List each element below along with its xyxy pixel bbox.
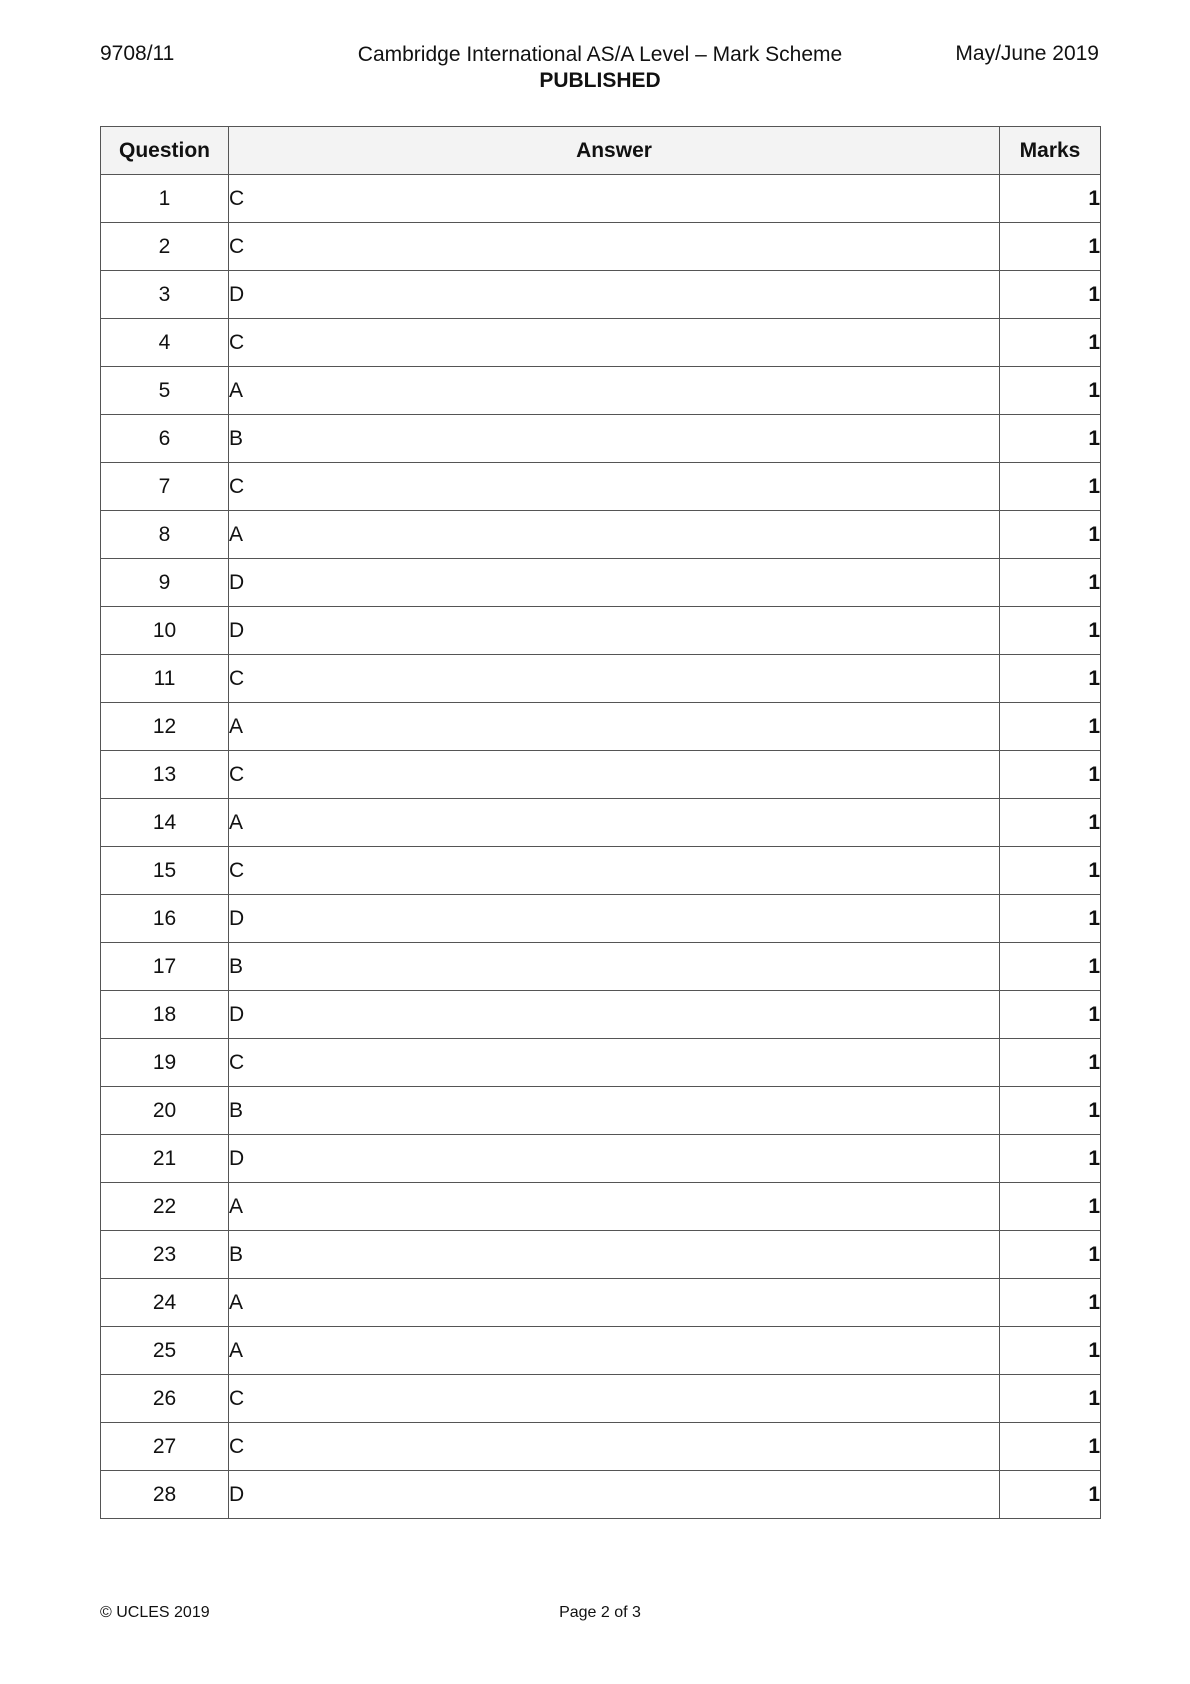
answer-cell: B xyxy=(229,415,1000,463)
question-cell: 12 xyxy=(101,703,229,751)
mark-scheme-table xyxy=(100,126,1101,1519)
marks-cell: 1 xyxy=(1000,511,1101,559)
marks-cell: 1 xyxy=(1000,223,1101,271)
question-cell: 11 xyxy=(101,655,229,703)
question-cell: 15 xyxy=(101,847,229,895)
question-cell: 3 xyxy=(101,271,229,319)
answer-cell: C xyxy=(229,847,1000,895)
table-row xyxy=(101,847,1101,895)
answer-cell: B xyxy=(229,1231,1000,1279)
column-header-marks: Marks xyxy=(1000,127,1101,175)
document-title-block xyxy=(300,42,900,94)
question-cell: 7 xyxy=(101,463,229,511)
question-cell: 10 xyxy=(101,607,229,655)
question-cell: 13 xyxy=(101,751,229,799)
answer-cell: D xyxy=(229,559,1000,607)
answer-cell: A xyxy=(229,703,1000,751)
marks-cell: 1 xyxy=(1000,559,1101,607)
marks-cell: 1 xyxy=(1000,1375,1101,1423)
question-cell: 23 xyxy=(101,1231,229,1279)
table-row xyxy=(101,1327,1101,1375)
answer-cell: C xyxy=(229,655,1000,703)
answer-cell: C xyxy=(229,463,1000,511)
marks-cell: 1 xyxy=(1000,751,1101,799)
table-row xyxy=(101,703,1101,751)
table-header-row xyxy=(101,127,1101,175)
table-row xyxy=(101,1135,1101,1183)
table-row xyxy=(101,943,1101,991)
answer-cell: C xyxy=(229,319,1000,367)
question-cell: 22 xyxy=(101,1183,229,1231)
question-cell: 26 xyxy=(101,1375,229,1423)
table-row xyxy=(101,799,1101,847)
paper-code: 9708/11 xyxy=(100,42,175,65)
answer-cell: D xyxy=(229,1471,1000,1519)
marks-cell: 1 xyxy=(1000,463,1101,511)
copyright-notice: © UCLES 2019 xyxy=(100,1604,210,1621)
question-cell: 20 xyxy=(101,1087,229,1135)
table-row xyxy=(101,991,1101,1039)
marks-cell: 1 xyxy=(1000,175,1101,223)
table-row xyxy=(101,895,1101,943)
table-row xyxy=(101,1279,1101,1327)
marks-cell: 1 xyxy=(1000,1087,1101,1135)
answer-cell: C xyxy=(229,223,1000,271)
answer-cell: C xyxy=(229,751,1000,799)
question-cell: 6 xyxy=(101,415,229,463)
marks-cell: 1 xyxy=(1000,1423,1101,1471)
question-cell: 27 xyxy=(101,1423,229,1471)
table-row xyxy=(101,511,1101,559)
answer-cell: A xyxy=(229,511,1000,559)
table-row xyxy=(101,175,1101,223)
table-row xyxy=(101,1087,1101,1135)
question-cell: 18 xyxy=(101,991,229,1039)
marks-cell: 1 xyxy=(1000,655,1101,703)
question-cell: 14 xyxy=(101,799,229,847)
question-cell: 4 xyxy=(101,319,229,367)
question-cell: 28 xyxy=(101,1471,229,1519)
answer-cell: C xyxy=(229,175,1000,223)
answer-cell: D xyxy=(229,1135,1000,1183)
answer-cell: C xyxy=(229,1039,1000,1087)
marks-cell: 1 xyxy=(1000,1231,1101,1279)
document-title: Cambridge International AS/A Level – Mark Scheme xyxy=(357,43,843,66)
publication-status: PUBLISHED xyxy=(539,69,661,92)
question-cell: 25 xyxy=(101,1327,229,1375)
answer-cell: D xyxy=(229,991,1000,1039)
answer-cell: D xyxy=(229,607,1000,655)
question-cell: 19 xyxy=(101,1039,229,1087)
column-header-question: Question xyxy=(101,127,229,175)
marks-cell: 1 xyxy=(1000,607,1101,655)
question-cell: 21 xyxy=(101,1135,229,1183)
answer-cell: A xyxy=(229,1279,1000,1327)
question-cell: 2 xyxy=(101,223,229,271)
table-row xyxy=(101,463,1101,511)
table-row xyxy=(101,1423,1101,1471)
marks-cell: 1 xyxy=(1000,1471,1101,1519)
answer-cell: B xyxy=(229,1087,1000,1135)
table-row xyxy=(101,319,1101,367)
table-row xyxy=(101,1375,1101,1423)
marks-cell: 1 xyxy=(1000,847,1101,895)
answer-cell: D xyxy=(229,271,1000,319)
marks-cell: 1 xyxy=(1000,991,1101,1039)
answer-cell: A xyxy=(229,799,1000,847)
table-row xyxy=(101,751,1101,799)
marks-cell: 1 xyxy=(1000,1039,1101,1087)
table-row xyxy=(101,1231,1101,1279)
question-cell: 24 xyxy=(101,1279,229,1327)
marks-cell: 1 xyxy=(1000,271,1101,319)
answer-cell: C xyxy=(229,1375,1000,1423)
table-row xyxy=(101,1039,1101,1087)
table-row xyxy=(101,367,1101,415)
question-cell: 8 xyxy=(101,511,229,559)
question-cell: 17 xyxy=(101,943,229,991)
table-row xyxy=(101,607,1101,655)
marks-cell: 1 xyxy=(1000,1135,1101,1183)
answer-cell: C xyxy=(229,1423,1000,1471)
table-row xyxy=(101,1183,1101,1231)
question-cell: 1 xyxy=(101,175,229,223)
answer-cell: A xyxy=(229,1327,1000,1375)
marks-cell: 1 xyxy=(1000,415,1101,463)
question-cell: 5 xyxy=(101,367,229,415)
table-row xyxy=(101,223,1101,271)
table-row xyxy=(101,415,1101,463)
answer-cell: A xyxy=(229,1183,1000,1231)
marks-cell: 1 xyxy=(1000,703,1101,751)
page-number: Page 2 of 3 xyxy=(559,1604,641,1621)
marks-cell: 1 xyxy=(1000,1327,1101,1375)
table-row xyxy=(101,271,1101,319)
exam-session: May/June 2019 xyxy=(955,42,1099,65)
table-row xyxy=(101,655,1101,703)
answer-cell: A xyxy=(229,367,1000,415)
table-body xyxy=(101,175,1101,1519)
answer-cell: B xyxy=(229,943,1000,991)
marks-cell: 1 xyxy=(1000,367,1101,415)
marks-cell: 1 xyxy=(1000,319,1101,367)
marks-cell: 1 xyxy=(1000,1183,1101,1231)
question-cell: 9 xyxy=(101,559,229,607)
question-cell: 16 xyxy=(101,895,229,943)
marks-cell: 1 xyxy=(1000,943,1101,991)
marks-cell: 1 xyxy=(1000,799,1101,847)
marks-cell: 1 xyxy=(1000,1279,1101,1327)
marks-cell: 1 xyxy=(1000,895,1101,943)
answer-cell: D xyxy=(229,895,1000,943)
column-header-answer: Answer xyxy=(229,127,1000,175)
table-row xyxy=(101,1471,1101,1519)
table-row xyxy=(101,559,1101,607)
